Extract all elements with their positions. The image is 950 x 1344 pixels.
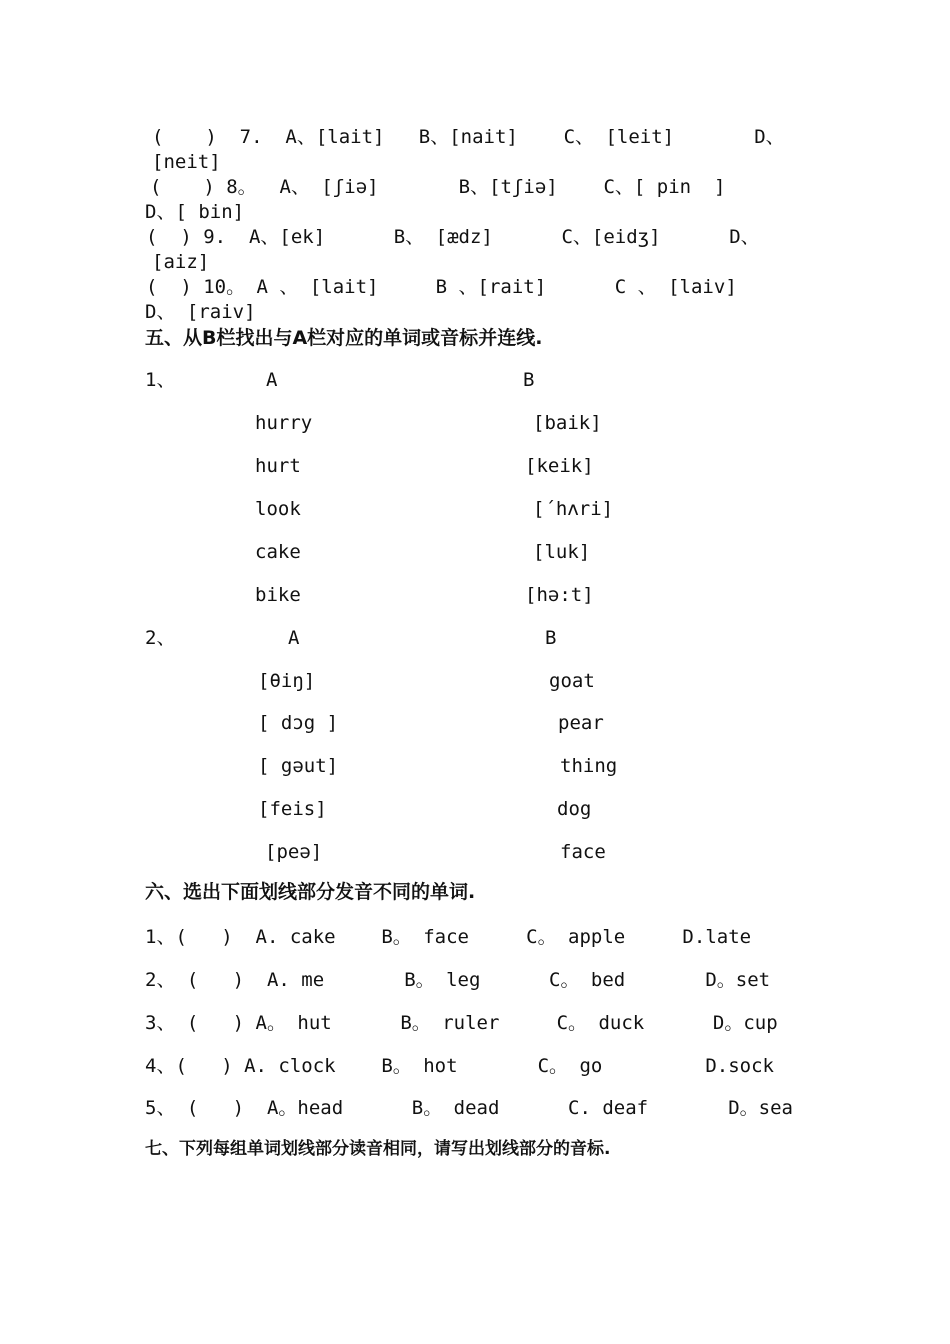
section-5-heading: 五、从B栏找出与A栏对应的单词或音标并连线.	[145, 327, 543, 349]
group-2-number: 2、	[145, 627, 176, 649]
question-7-line: ( ) 7. A、[lait] B、[nait] C、 [leit] D、	[152, 126, 785, 148]
question-10-option-d: D、 [raiv]	[145, 301, 256, 323]
group-2-column-b-header: B	[545, 627, 557, 649]
group-1-a-item: hurry	[255, 412, 313, 434]
question-line: 2、 ( ) A. me B。 leg C。 bed D。set	[145, 969, 771, 991]
group-1-b-item: [baik]	[533, 412, 602, 434]
group-2-a-item: [θiŋ]	[258, 670, 316, 692]
question-line: 3、 ( ) A。 hut B。 ruler C。 duck D。cup	[145, 1012, 778, 1034]
question-line: 5、 ( ) A。head B。 dead C. deaf D。sea	[145, 1097, 793, 1119]
group-2-a-item: [feis]	[258, 798, 327, 820]
group-1-a-item: cake	[255, 541, 301, 563]
group-1-number: 1、	[145, 369, 176, 391]
question-line: 4、( ) A. clock B。 hot C。 go D.sock	[145, 1055, 774, 1077]
group-2-b-item: pear	[558, 712, 604, 734]
group-2-b-item: goat	[549, 670, 595, 692]
group-1-b-item: [´hʌri]	[533, 498, 614, 520]
question-7-option-d: [neit]	[152, 151, 221, 173]
group-1-b-item: [keik]	[525, 455, 594, 477]
group-1-b-item: [hə:t]	[525, 584, 594, 606]
question-line: 1、( ) A. cake B。 face C。 apple D.late	[145, 926, 752, 948]
question-8-option-d: D、[ bin]	[145, 201, 245, 223]
group-2-b-item: dog	[557, 798, 592, 820]
group-2-column-a-header: A	[288, 627, 300, 649]
group-1-column-b-header: B	[523, 369, 535, 391]
group-1-b-item: [luk]	[533, 541, 591, 563]
question-10-line: ( ) 10。 A 、 [lait] B 、[rait] C 、 [laiv]	[146, 276, 737, 298]
group-1-column-a-header: A	[266, 369, 278, 391]
group-2-b-item: thing	[560, 755, 618, 777]
group-2-a-item: [ gəut]	[258, 755, 339, 777]
group-2-b-item: face	[560, 841, 606, 863]
section-7-heading: 七、下列每组单词划线部分读音相同，请写出划线部分的音标.	[145, 1139, 611, 1159]
group-1-a-item: look	[255, 498, 301, 520]
question-9-line: ( ) 9. A、[ek] B、 [ædz] C、[eidʒ] D、	[146, 226, 760, 248]
question-9-option-d: [aiz]	[152, 251, 210, 273]
group-2-a-item: [peə]	[265, 841, 323, 863]
question-8-line: ( ) 8。 A、 [ʃiə] B、[tʃiə] C、[ pin ]	[150, 176, 726, 198]
group-1-a-item: hurt	[255, 455, 301, 477]
group-1-a-item: bike	[255, 584, 301, 606]
section-6-heading: 六、选出下面划线部分发音不同的单词.	[145, 881, 476, 903]
group-2-a-item: [ dɔg ]	[258, 712, 339, 734]
